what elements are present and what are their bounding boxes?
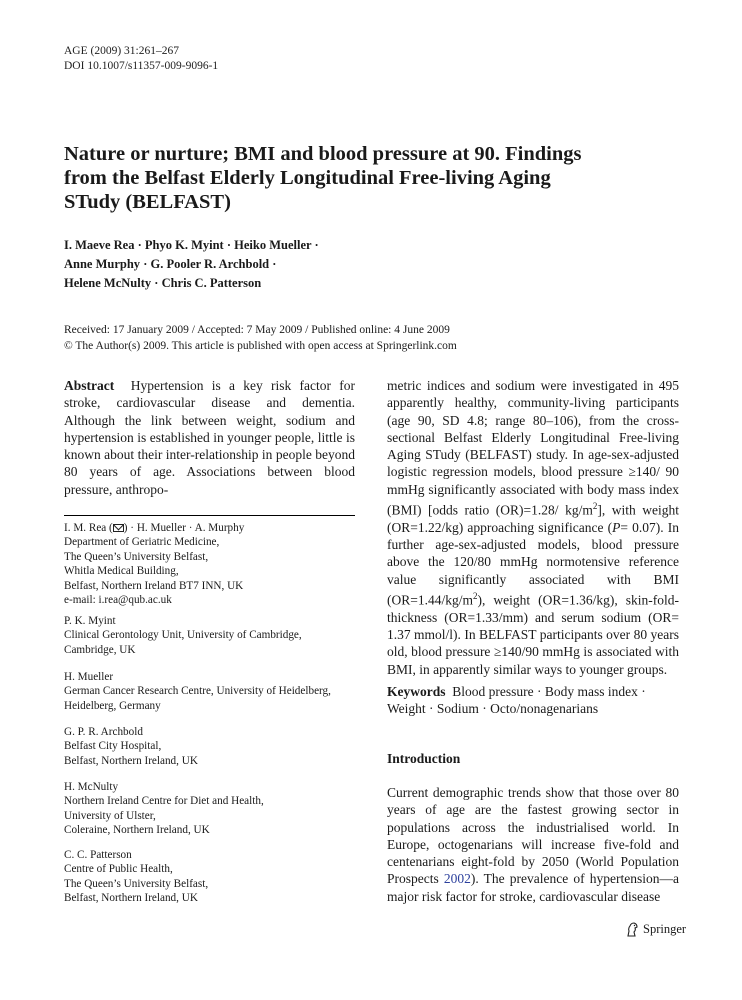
author-name[interactable]: G. Pooler R. Archbold: [150, 257, 270, 271]
affiliation-name: G. P. R. Archbold: [64, 726, 143, 738]
author-name[interactable]: Heiko Mueller: [234, 238, 312, 252]
affiliation-line: Belfast, Northern Ireland, UK: [64, 892, 198, 905]
affiliation-line: Clinical Gerontology Unit, University of Cambridge,: [64, 629, 302, 642]
keywords: [387, 683, 679, 718]
article-title: [64, 142, 664, 214]
affiliation-line: Department of Geriatric Medicine,: [64, 536, 220, 549]
separator: ·: [143, 257, 148, 271]
separator: ·: [226, 238, 232, 252]
affiliation-names: I. M. Rea ( ) · H. Mueller · A. Murphy: [64, 522, 245, 534]
publisher-name: Springer: [643, 922, 687, 936]
copyright-line: © The Author(s) 2009. This article is published with open access at Springerlink.com: [64, 340, 457, 352]
affiliation-line: Belfast City Hospital,: [64, 740, 162, 753]
affiliation-line: Whitla Medical Building,: [64, 565, 179, 578]
affiliation-line: The Queen’s University Belfast,: [64, 877, 209, 890]
separator: ·: [314, 238, 319, 252]
springer-horse-icon: [626, 922, 639, 937]
title-line: from the Belfast Elderly Longitudinal Free-living Aging: [64, 167, 551, 189]
author-name[interactable]: Chris C. Patterson: [161, 276, 262, 290]
section-heading-introduction: Introduction: [387, 751, 461, 766]
affiliation-block: [64, 725, 364, 768]
affiliation-line: Coleraine, Northern Ireland, UK: [64, 824, 210, 837]
affiliation-name: C. C. Patterson: [64, 849, 132, 861]
footnote-divider: [64, 515, 355, 516]
keywords-label: Keywords: [387, 684, 446, 699]
affiliation-line: Belfast, Northern Ireland BT7 INN, UK: [64, 579, 244, 592]
email[interactable]: e-mail: i.rea@qub.ac.uk: [64, 594, 172, 607]
separator: ·: [137, 238, 142, 252]
publisher-logo: [626, 922, 686, 937]
title-line: Nature or nurture; BMI and blood pressure at 90. Findings: [64, 143, 582, 165]
keywords-line: Blood pressure · Body mass index ·: [452, 684, 646, 699]
affiliation-name: H. McNulty: [64, 781, 119, 793]
affiliation-block: [64, 780, 364, 838]
abstract-label: Abstract: [64, 378, 115, 393]
affiliation-line: Centre of Public Health,: [64, 863, 173, 876]
author-name[interactable]: Helene McNulty: [64, 276, 152, 290]
keywords-line: Weight · Sodium · Octo/nonagenarians: [387, 701, 599, 717]
affiliation-name: P. K. Myint: [64, 615, 116, 627]
abstract-left: [64, 377, 355, 498]
reference-link[interactable]: 2002: [443, 871, 471, 887]
journal-citation: AGE (2009) 31:261–267: [64, 45, 179, 57]
envelope-icon: [113, 524, 124, 532]
affiliation-block: [64, 521, 364, 607]
affiliation-block: [64, 670, 364, 713]
affiliation-line: Heidelberg, Germany: [64, 699, 161, 712]
affiliation-line: Cambridge, UK: [64, 643, 136, 656]
abstract-right: metric indices and sodium were investigated in 495 apparently healthy, community-living participants (age 90, SD 4.8; range 80–106), from the cross-sectional Belfast Elderly Longitudinal Free-living Aging STudy (BELFAST) study. In age-sex-adjusted logistic regression models, blood pressure ≥140/ 90 mmHg significantly associated with body mass index (BMI) [odds ratio (OR)=1.28/ $kg/m^2$], with weight (OR=1.22/kg) approaching significance (P= 0.07). In further age-sex-adjusted models, blood pressure above the 120/80 mmHg normotensive reference value significantly associated with BMI $(OR=1.44/kg/m^2)$, weight (OR=1.36/kg), skin-fold-thickness (OR=1.33/mm) and serum sodium (OR= 1.37 mmol/l). In BELFAST participants over 80 years old, blood pressure ≥140/90 mmHg is associated with BMI, in apparently similar ways to younger groups.: [387, 378, 680, 677]
affiliation-line: The Queen’s University Belfast,: [64, 550, 209, 563]
affiliation-line: University of Ulster,: [64, 809, 156, 822]
affiliation-block: [64, 614, 364, 657]
affiliation-line: Northern Ireland Centre for Diet and Health,: [64, 795, 264, 808]
introduction-text: Current demographic trends show that those over 80 years of age are the fastest growing sector in populations across the industrialised world. In Europe, octogenarians will increase five-fold and centenarians eight-fold by 2050 (World Population Prospects 2002). The prevalence of hypertension—a major risk factor for stroke, cardiovascular disease: [387, 785, 679, 904]
separator: ·: [272, 257, 277, 271]
affiliation-line: Belfast, Northern Ireland, UK: [64, 754, 198, 767]
abstract-text: Hypertension is a key risk factor for stroke, cardiovascular disease and dementia. Although the link between weight, sodium and hypertension is established in younger people, little is known about their inter-relationship in people beyond 80 years of age. Associations between blood pressure, anthropo-: [64, 378, 355, 497]
doi[interactable]: DOI 10.1007/s11357-009-9096-1: [64, 60, 219, 72]
dates-line: Received: 17 January 2009 / Accepted: 7 May 2009 / Published online: 4 June 2009: [64, 324, 450, 336]
author-list: [64, 236, 664, 293]
author-name[interactable]: Anne Murphy: [64, 257, 141, 271]
affiliation-block: [64, 848, 364, 906]
author-name[interactable]: I. Maeve Rea: [64, 238, 135, 252]
publication-dates: [64, 322, 704, 354]
separator: ·: [154, 276, 159, 290]
affiliation-name: H. Mueller: [64, 671, 114, 683]
affiliation-line: German Cancer Research Centre, University of Heidelberg,: [64, 685, 331, 698]
author-name[interactable]: Phyo K. Myint: [144, 238, 224, 252]
title-line: STudy (BELFAST): [64, 191, 231, 213]
